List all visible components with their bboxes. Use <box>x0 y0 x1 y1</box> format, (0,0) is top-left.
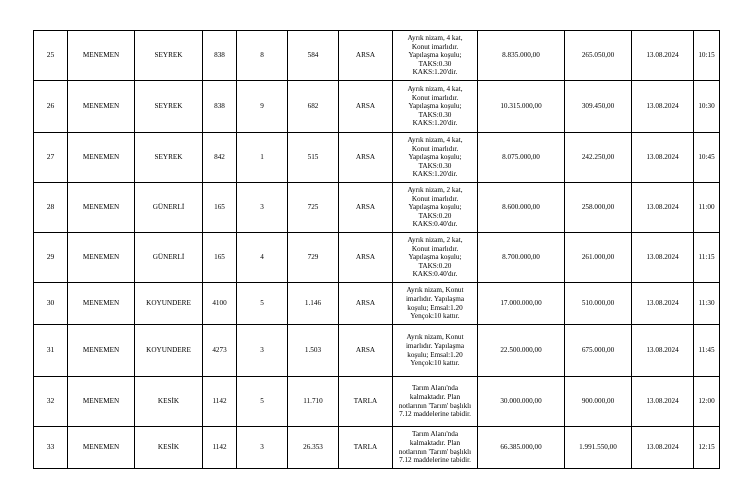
cell-date: 13.08.2024 <box>632 233 694 283</box>
cell-neighborhood: KOYUNDERE <box>135 325 203 377</box>
table-row <box>34 377 720 427</box>
cell-estimated-value: 8.075.000,00 <box>478 133 565 183</box>
cell-estimated-value: 8.835.000,00 <box>478 31 565 81</box>
description-line: notlarının 'Tarım' başlıklı <box>398 401 472 410</box>
cell-estimated-value: 22.500.000,00 <box>478 325 565 377</box>
cell-type: ARSA <box>339 133 393 183</box>
cell-lot-number: 31 <box>34 325 68 377</box>
auction-table <box>33 30 720 469</box>
cell-block: 1142 <box>203 377 237 427</box>
table-row <box>34 183 720 233</box>
cell-type: ARSA <box>339 283 393 325</box>
cell-description <box>393 233 478 283</box>
cell-neighborhood: SEYREK <box>135 31 203 81</box>
cell-estimated-value: 17.000.000,00 <box>478 283 565 325</box>
cell-neighborhood: GÜNERLİ <box>135 183 203 233</box>
description-line: Konut imarlıdır. <box>411 244 459 253</box>
cell-district: MENEMEN <box>68 325 135 377</box>
cell-type: TARLA <box>339 427 393 469</box>
cell-block: 838 <box>203 31 237 81</box>
cell-parcel: 8 <box>237 31 288 81</box>
cell-guarantee: 242.250,00 <box>565 133 632 183</box>
description-line: Yençok:10 kattır. <box>410 312 460 321</box>
description-line: TAKS:0.30 <box>418 161 452 170</box>
description-line: imarlıdır. Yapılaşma <box>405 341 465 350</box>
description-line: Tarım Alanı'nda <box>411 384 459 393</box>
cell-date: 13.08.2024 <box>632 283 694 325</box>
table-row <box>34 233 720 283</box>
description-line: Ayrık nizam, 4 kat, <box>407 34 463 43</box>
cell-lot-number: 27 <box>34 133 68 183</box>
description-line: Yapılaşma koşulu; <box>408 253 462 262</box>
cell-block: 1142 <box>203 427 237 469</box>
cell-lot-number: 28 <box>34 183 68 233</box>
cell-date: 13.08.2024 <box>632 325 694 377</box>
cell-lot-number: 32 <box>34 377 68 427</box>
cell-parcel: 5 <box>237 283 288 325</box>
cell-type: ARSA <box>339 183 393 233</box>
description-line: notlarının 'Tarım' başlıklı <box>398 447 472 456</box>
cell-date: 13.08.2024 <box>632 427 694 469</box>
description-line: TAKS:0.30 <box>418 110 452 119</box>
cell-block: 838 <box>203 81 237 133</box>
description-line: Yapılaşma koşulu; <box>408 153 462 162</box>
cell-date: 13.08.2024 <box>632 133 694 183</box>
description-line: Yapılaşma koşulu; <box>408 51 462 60</box>
cell-neighborhood: SEYREK <box>135 81 203 133</box>
cell-neighborhood: KESİK <box>135 427 203 469</box>
cell-guarantee: 1.991.550,00 <box>565 427 632 469</box>
table-row <box>34 325 720 377</box>
cell-description <box>393 377 478 427</box>
cell-description <box>393 325 478 377</box>
description-line: 7.12 maddelerine tabidir. <box>399 410 471 419</box>
cell-district: MENEMEN <box>68 233 135 283</box>
cell-guarantee: 258.000,00 <box>565 183 632 233</box>
cell-estimated-value: 8.700.000,00 <box>478 233 565 283</box>
cell-area: 515 <box>288 133 339 183</box>
description-line: Konut imarlıdır. <box>411 194 459 203</box>
cell-block: 165 <box>203 233 237 283</box>
cell-time: 12:00 <box>694 377 720 427</box>
description-line: Ayrık nizam, Konut <box>406 286 464 295</box>
cell-district: MENEMEN <box>68 283 135 325</box>
cell-neighborhood: SEYREK <box>135 133 203 183</box>
cell-district: MENEMEN <box>68 31 135 81</box>
description-line: Yapılaşma koşulu; <box>408 203 462 212</box>
description-line: KAKS:0.40'dır. <box>412 270 458 279</box>
description-line: Yapılaşma koşulu; <box>408 102 462 111</box>
description-line: Ayrık nizam, 2 kat, <box>407 186 463 195</box>
cell-area: 1.146 <box>288 283 339 325</box>
cell-block: 4100 <box>203 283 237 325</box>
cell-area: 26.353 <box>288 427 339 469</box>
description-line: Ayrık nizam, 4 kat, <box>407 136 463 145</box>
cell-description <box>393 427 478 469</box>
cell-parcel: 3 <box>237 325 288 377</box>
cell-parcel: 4 <box>237 233 288 283</box>
cell-neighborhood: KESİK <box>135 377 203 427</box>
cell-lot-number: 26 <box>34 81 68 133</box>
cell-district: MENEMEN <box>68 81 135 133</box>
cell-area: 729 <box>288 233 339 283</box>
cell-guarantee: 265.050,00 <box>565 31 632 81</box>
cell-estimated-value: 8.600.000,00 <box>478 183 565 233</box>
description-line: 7.12 maddelerine tabidir. <box>399 456 471 465</box>
cell-time: 11:15 <box>694 233 720 283</box>
description-line: KAKS:1.20'dir. <box>412 170 458 179</box>
description-line: KAKS:0.40'dır. <box>412 220 458 229</box>
cell-area: 682 <box>288 81 339 133</box>
description-line: Ayrık nizam, Konut <box>406 333 464 342</box>
cell-district: MENEMEN <box>68 427 135 469</box>
cell-neighborhood: GÜNERLİ <box>135 233 203 283</box>
description-line: TAKS:0.20 <box>418 261 452 270</box>
cell-parcel: 3 <box>237 427 288 469</box>
cell-lot-number: 30 <box>34 283 68 325</box>
cell-estimated-value: 66.385.000,00 <box>478 427 565 469</box>
description-line: kalmaktadır. Plan <box>409 392 461 401</box>
description-line: kalmaktadır. Plan <box>409 438 461 447</box>
cell-description <box>393 283 478 325</box>
cell-time: 10:45 <box>694 133 720 183</box>
cell-area: 1.503 <box>288 325 339 377</box>
cell-guarantee: 900.000,00 <box>565 377 632 427</box>
cell-date: 13.08.2024 <box>632 377 694 427</box>
cell-description <box>393 133 478 183</box>
cell-guarantee: 510.000,00 <box>565 283 632 325</box>
cell-parcel: 5 <box>237 377 288 427</box>
cell-time: 11:00 <box>694 183 720 233</box>
table-row <box>34 427 720 469</box>
cell-description <box>393 183 478 233</box>
description-line: KAKS:1.20'dir. <box>412 68 458 77</box>
cell-type: ARSA <box>339 233 393 283</box>
description-line: Ayrık nizam, 4 kat, <box>407 85 463 94</box>
description-line: Konut imarlıdır. <box>411 42 459 51</box>
table-row <box>34 31 720 81</box>
description-line: koşulu; Emsal:1.20 <box>407 303 463 312</box>
table-row <box>34 81 720 133</box>
description-line: KAKS:1.20'dir. <box>412 119 458 128</box>
description-line: Konut imarlıdır. <box>411 144 459 153</box>
cell-date: 13.08.2024 <box>632 81 694 133</box>
cell-district: MENEMEN <box>68 377 135 427</box>
document-page <box>33 30 719 469</box>
cell-lot-number: 25 <box>34 31 68 81</box>
cell-type: TARLA <box>339 377 393 427</box>
cell-district: MENEMEN <box>68 183 135 233</box>
cell-parcel: 9 <box>237 81 288 133</box>
table-row <box>34 133 720 183</box>
cell-district: MENEMEN <box>68 133 135 183</box>
description-line: koşulu; Emsal:1.20 <box>407 350 463 359</box>
cell-time: 12:15 <box>694 427 720 469</box>
description-line: Tarım Alanı'nda <box>411 430 459 439</box>
cell-lot-number: 33 <box>34 427 68 469</box>
cell-parcel: 1 <box>237 133 288 183</box>
cell-block: 842 <box>203 133 237 183</box>
cell-time: 10:15 <box>694 31 720 81</box>
cell-type: ARSA <box>339 81 393 133</box>
cell-estimated-value: 10.315.000,00 <box>478 81 565 133</box>
cell-type: ARSA <box>339 325 393 377</box>
cell-description <box>393 81 478 133</box>
cell-time: 11:30 <box>694 283 720 325</box>
cell-type: ARSA <box>339 31 393 81</box>
description-line: Konut imarlıdır. <box>411 93 459 102</box>
table-row <box>34 283 720 325</box>
cell-time: 10:30 <box>694 81 720 133</box>
cell-guarantee: 309.450,00 <box>565 81 632 133</box>
cell-guarantee: 261.000,00 <box>565 233 632 283</box>
cell-date: 13.08.2024 <box>632 183 694 233</box>
cell-block: 4273 <box>203 325 237 377</box>
cell-area: 725 <box>288 183 339 233</box>
cell-area: 11.710 <box>288 377 339 427</box>
cell-description <box>393 31 478 81</box>
cell-neighborhood: KOYUNDERE <box>135 283 203 325</box>
cell-time: 11:45 <box>694 325 720 377</box>
cell-date: 13.08.2024 <box>632 31 694 81</box>
description-line: TAKS:0.30 <box>418 59 452 68</box>
table-body <box>34 31 720 469</box>
cell-lot-number: 29 <box>34 233 68 283</box>
description-line: TAKS:0.20 <box>418 211 452 220</box>
cell-guarantee: 675.000,00 <box>565 325 632 377</box>
description-line: imarlıdır. Yapılaşma <box>405 294 465 303</box>
cell-area: 584 <box>288 31 339 81</box>
description-line: Ayrık nizam, 2 kat, <box>407 236 463 245</box>
cell-block: 165 <box>203 183 237 233</box>
description-line: Yençok:10 kattır. <box>410 359 460 368</box>
cell-estimated-value: 30.000.000,00 <box>478 377 565 427</box>
cell-parcel: 3 <box>237 183 288 233</box>
